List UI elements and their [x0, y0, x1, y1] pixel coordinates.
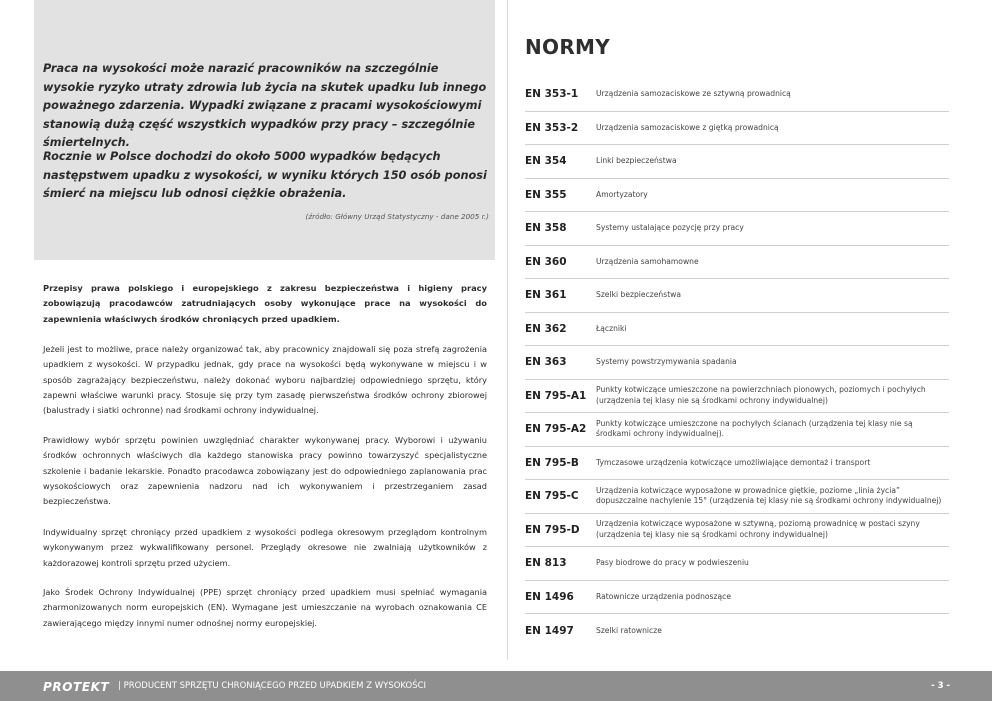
body-paragraph-4: Indywidualny sprzęt chroniący przed upadkiem z wysokości podlega okresowym przeglądom kontrolnym wykonywanym przez wykwalifikowany personel. Przeglądy okresowe nie zwalniają użytkowników z każdorazowej kontroli sprzętu przed użyciem. — [43, 527, 487, 568]
norm-row — [525, 313, 949, 347]
norm-description: Urządzenia samohamowne — [596, 256, 699, 266]
norm-code: EN 795-D — [525, 523, 580, 536]
norm-code: EN 358 — [525, 222, 567, 235]
norm-description: Urządzenia samozaciskowe ze sztywną prowadnicą — [596, 89, 791, 98]
norm-code: EN 795-A1 — [525, 389, 587, 402]
norm-code: EN 353-2 — [525, 121, 579, 134]
intro-paragraph-1: Praca na wysokości może narazić pracowników na szczególnie wysokie ryzyko utraty zdrowia lub życia na skutek upadku lub innego poważnego zdarzenia. Wypadki związane z pracami wysokościowymi stanowią dużą część wszystkich wypadków przy pracy – szczególnie śmiertelnych. — [43, 62, 487, 149]
norm-row — [525, 614, 949, 648]
norm-row — [525, 346, 949, 380]
norm-description: Systemy powstrzymywania spadania — [596, 357, 737, 366]
norm-description: Punkty kotwiczące umieszczone na powierzchniach pionowych, poziomych i pochyłych (urządzenia tej klasy nie są środkami ochrony indywidualnej) — [596, 385, 926, 405]
norm-row — [525, 112, 949, 146]
norm-code: EN 355 — [525, 188, 567, 201]
norm-code: EN 362 — [525, 322, 567, 335]
norm-description: Ratownicze urządzenia podnoszące — [596, 591, 731, 601]
norm-code: EN 354 — [525, 155, 567, 168]
norm-description: Urządzenia kotwiczące wyposażone w sztywną, poziomą prowadnicę w postaci szyny (urządzenia tej klasy nie są środkami ochrony indywidualnej) — [596, 519, 920, 539]
body-lead-paragraph: Przepisy prawa polskiego i europejskiego z zakresu bezpieczeństwa i higieny pracy zobowiązują pracodawców zatrudniających osoby wykonujące prace na wysokości do zapewnienia właściwych środków chroniących przed upadkiem. — [43, 283, 487, 324]
norm-code: EN 795-C — [525, 490, 579, 503]
norms-title: NORMY — [525, 35, 611, 59]
body-paragraph-2: Jeżeli jest to możliwe, prace należy organizować tak, aby pracownicy znajdowali się poza strefą zagrożenia upadkiem z wysokości. W przypadku jednak, gdy prace na wysokości będą wykonywane w miejscu i w sposób zagrażający bezpieczeństwu, należy dokonać wyboru najbardziej odpowiedniego sprzętu, który zapewni właściwe warunki pracy. Stosuje się przy tym zasadę pierwszeństwa środków ochrony zbiorowej (balustrady i siatki ochronne) nad środkami ochrony indywidualnej. — [43, 344, 487, 416]
norm-description: Urządzenia samozaciskowe z giętką prowadnicą — [596, 122, 779, 132]
norm-row — [525, 447, 949, 481]
norm-row — [525, 78, 949, 112]
norm-row — [525, 212, 949, 246]
norm-row — [525, 581, 949, 615]
norm-code: EN 353-1 — [525, 88, 579, 101]
norm-description: Tymczasowe urządzenia kotwiczące umożliwiające demontaż i transport — [596, 457, 871, 467]
column-divider — [507, 0, 508, 660]
footer-tagline: | PRODUCENT SPRZĘTU CHRONIĄCEGO PRZED UPADKIEM Z WYSOKOŚCI — [118, 681, 427, 691]
norm-description: Łączniki — [596, 323, 627, 333]
norm-row — [525, 380, 949, 414]
norm-description: Linki bezpieczeństwa — [596, 156, 677, 165]
norm-description: Szelki bezpieczeństwa — [596, 290, 682, 299]
norm-description: Amortyzatory — [596, 189, 648, 199]
norm-row — [525, 145, 949, 179]
norm-row — [525, 279, 949, 313]
brand-logo: PROTEKT — [43, 680, 110, 694]
norm-code: EN 813 — [525, 557, 567, 570]
norm-code: EN 1497 — [525, 624, 574, 637]
norm-description: Szelki ratownicze — [596, 625, 662, 635]
body-paragraph-3: Prawidłowy wybór sprzętu powinien uwzględniać charakter wykonywanej pracy. Wyborowi i używaniu środków ochronnych właściwych dla każdego stanowiska pracy powinno towarzyszyć specjalistyczne szkolenie i badanie lekarskie. Ponadto pracodawca zobowiązany jest do odpowiedniego zaplanowania prac wysokościowych oraz zapewnienia nadzoru nad ich wykonywaniem i przestrzeganiem zasad bezpieczeństwa. — [43, 435, 487, 507]
norm-code: EN 1496 — [525, 590, 574, 603]
norm-row — [525, 514, 949, 548]
source-note: (źródło: Główny Urząd Statystyczny - dane 2005 r.) — [305, 212, 489, 221]
norm-row — [525, 480, 949, 514]
body-paragraph-5: Jako Środek Ochrony Indywidualnej (PPE) sprzęt chroniący przed upadkiem musi spełniać wymagania zharmonizowanych norm europejskich (EN). Wymagane jest umieszczanie na wyrobach oznakowania CE zawierającego między innymi numer odnośnej normy europejskiej. — [43, 587, 487, 628]
norm-code: EN 795-B — [525, 456, 579, 469]
footer-bar — [0, 671, 992, 701]
norm-code: EN 360 — [525, 255, 567, 268]
norm-row — [525, 547, 949, 581]
norm-description: Urządzenia kotwiczące wyposażone w prowadnice giętkie, poziome „linia życia” dopuszczalne nachylenie 15° (urządzenia tej klasy nie są środkami ochrony indywidualnej) — [596, 485, 942, 506]
norm-code: EN 363 — [525, 356, 567, 369]
norm-code: EN 795-A2 — [525, 423, 587, 436]
norm-code: EN 361 — [525, 289, 567, 302]
norm-description: Punkty kotwiczące umieszczone na pochyłych ścianach (urządzenia tej klasy nie są środkami ochrony indywidualnej). — [596, 418, 913, 439]
norm-description: Systemy ustalające pozycję przy pracy — [596, 223, 744, 232]
norm-description: Pasy biodrowe do pracy w podwieszeniu — [596, 558, 749, 567]
norm-row — [525, 413, 949, 447]
page-number: - 3 - — [931, 681, 950, 691]
norm-row — [525, 246, 949, 280]
intro-paragraph-2: Rocznie w Polsce dochodzi do około 5000 wypadków będących następstwem upadku z wysokości, w wyniku których 150 osób ponosi śmierć na miejscu lub odnosi ciężkie obrażenia. — [43, 150, 487, 200]
norm-row — [525, 179, 949, 213]
